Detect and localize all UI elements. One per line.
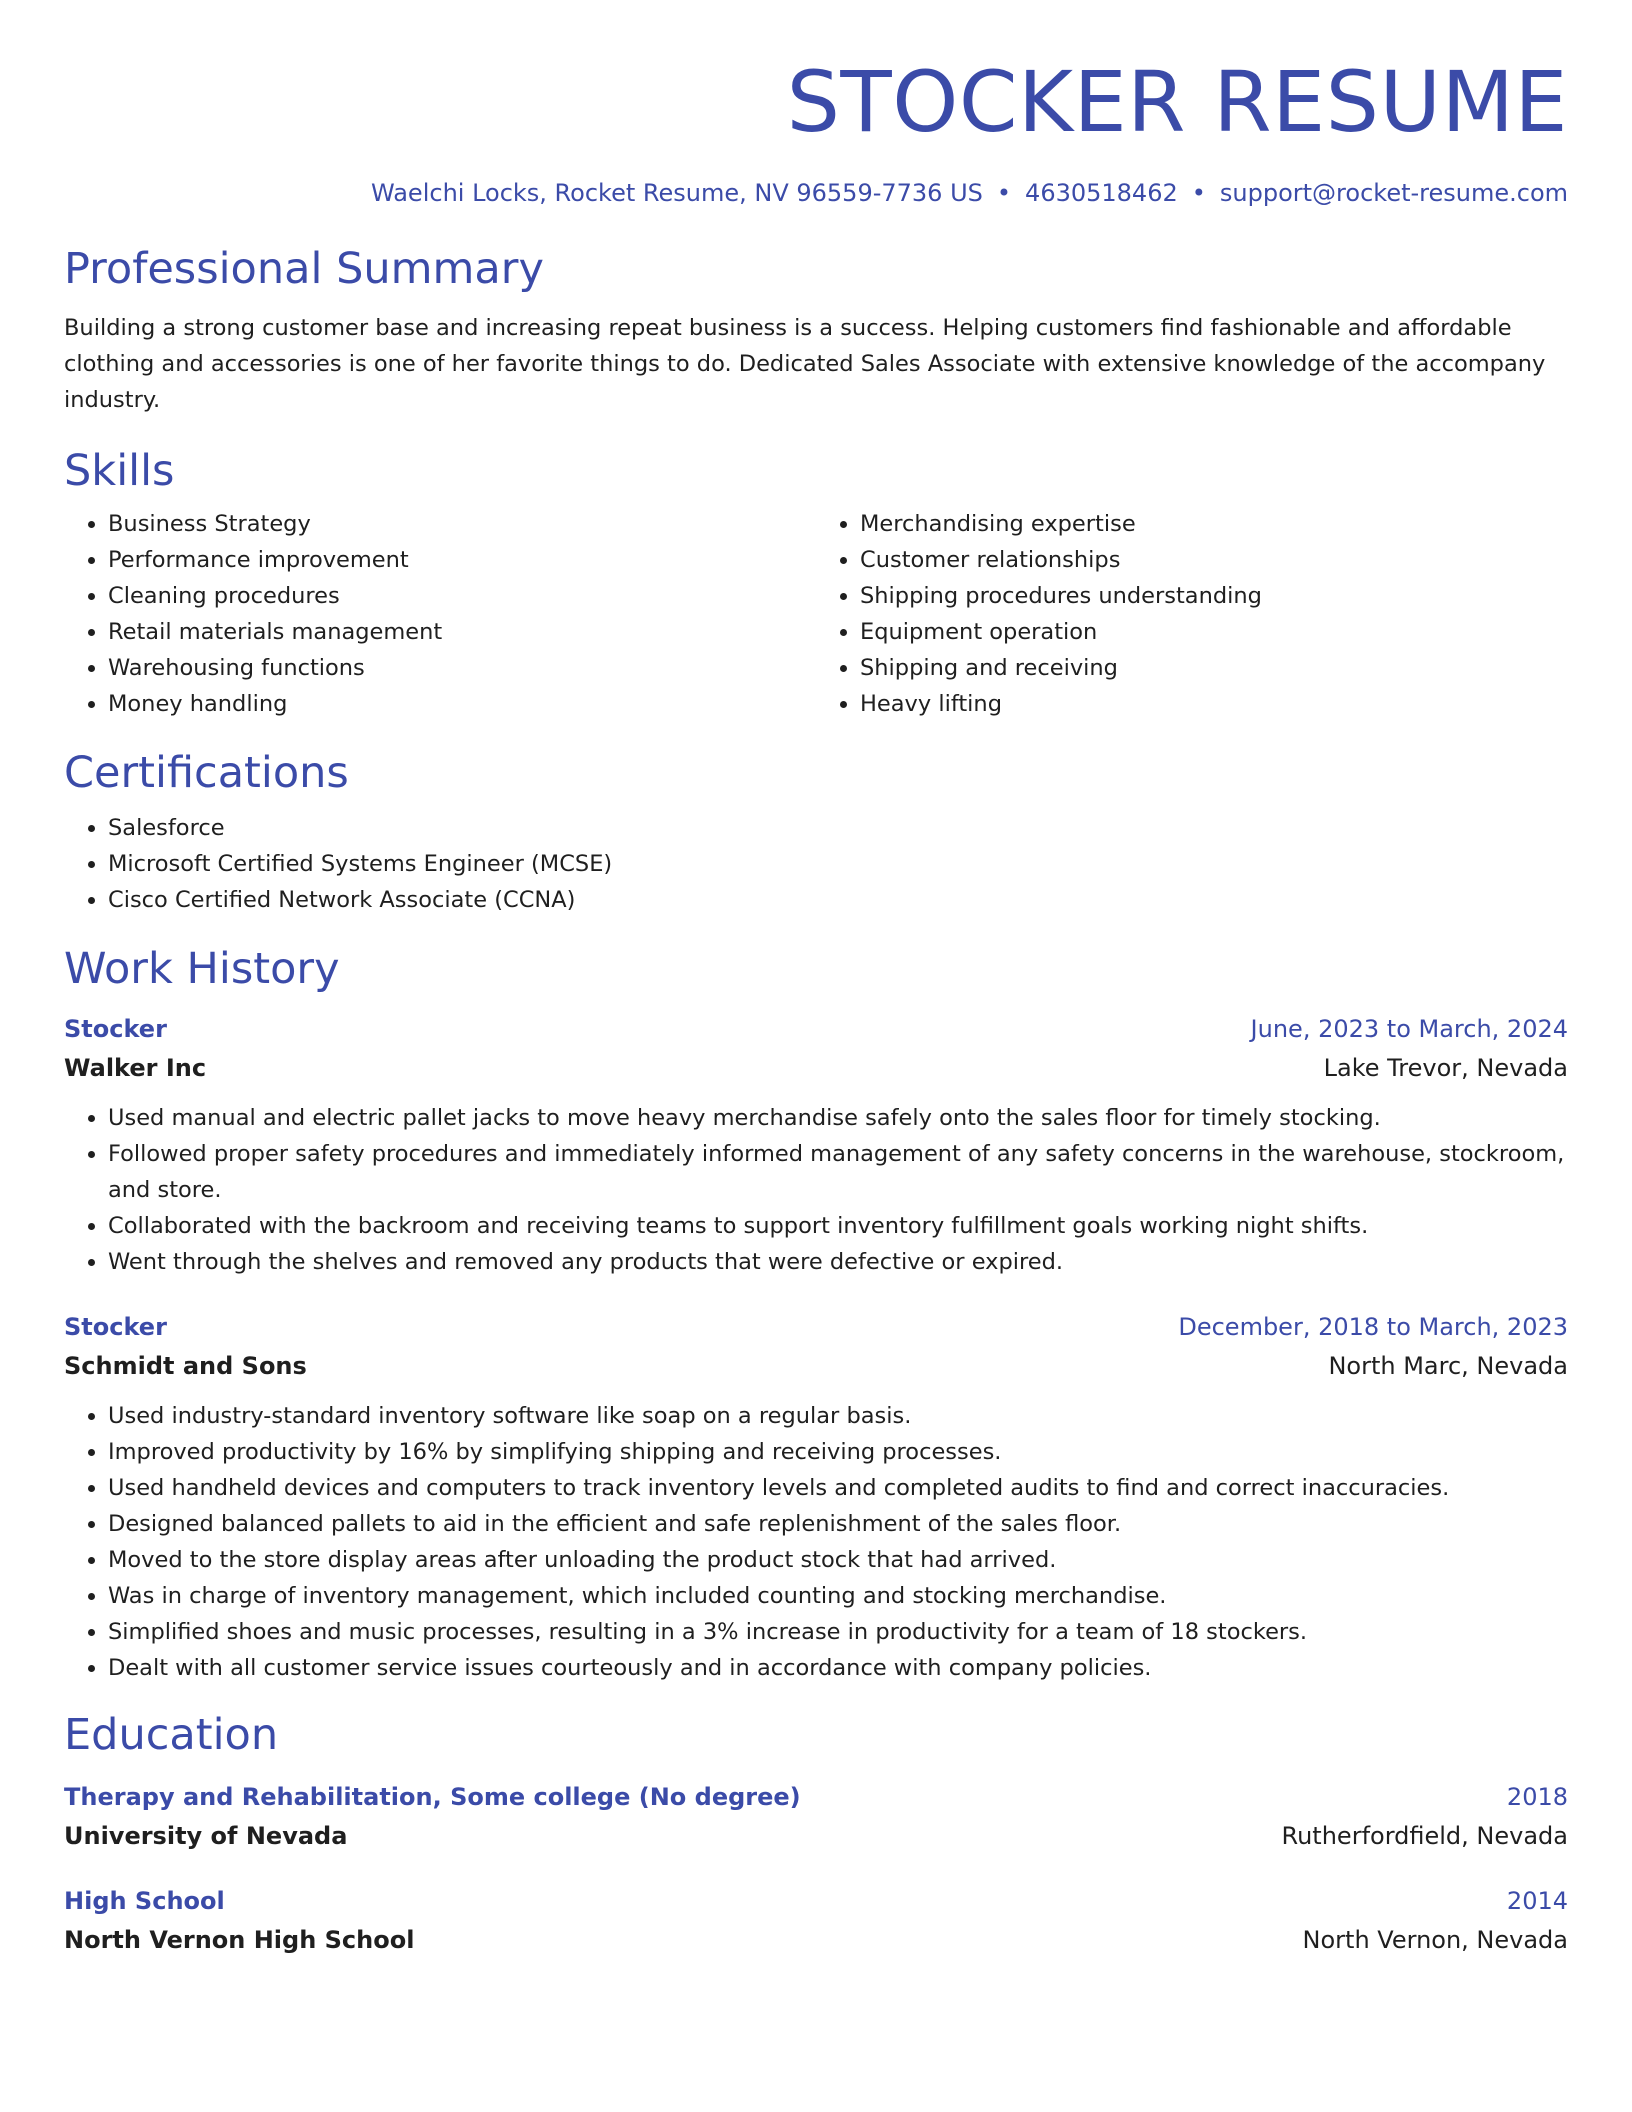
education-location: Rutherfordfield, Nevada <box>1281 1822 1568 1850</box>
education-school: University of Nevada <box>64 1822 348 1850</box>
job-bullet: • Followed proper safety procedures and immediately informed management of any safety concerns in the warehouse, stockroom, and store. <box>108 1136 1568 1208</box>
work-history-heading: Work History <box>64 944 340 994</box>
skill-item: • Heavy lifting <box>860 686 1568 722</box>
skill-item: • Customer relationships <box>860 542 1568 578</box>
job-bullets <box>64 1398 1568 1686</box>
education-heading: Education <box>64 1710 279 1760</box>
education-entry <box>64 1778 1568 1856</box>
summary-text: Building a strong customer base and increasing repeat business is a success. Helping customers find fashionable and affordable clothing and accessories is one of her favorite things to do. Dedicated Sales Associate with extensive knowledge of the accompany industry. <box>64 315 1546 413</box>
contact-line <box>64 178 1568 208</box>
job-bullet: • Was in charge of inventory management, which included counting and stocking merchandise. <box>108 1578 1568 1614</box>
job-bullet: • Used manual and electric pallet jacks to move heavy merchandise safely onto the sales floor for timely stocking. <box>108 1100 1568 1136</box>
job-company: Schmidt and Sons <box>64 1352 307 1380</box>
job-dates: June, 2023 to March, 2024 <box>1250 1015 1568 1043</box>
certifications-list <box>64 810 1568 918</box>
education-entry <box>64 1882 1568 1960</box>
skill-item: • Retail materials management <box>108 614 816 650</box>
job-company: Walker Inc <box>64 1054 207 1082</box>
job-title-row <box>64 1308 1568 1346</box>
job-entry <box>64 1308 1568 1686</box>
education-degree: High School <box>64 1887 225 1915</box>
certification-item: • Cisco Certified Network Associate (CCNA) <box>108 882 1568 918</box>
certifications-heading: Certifications <box>64 748 349 798</box>
education-degree-row <box>64 1778 1568 1816</box>
job-dates: December, 2018 to March, 2023 <box>1178 1313 1568 1341</box>
education-location: North Vernon, Nevada <box>1302 1926 1568 1954</box>
skill-item: • Merchandising expertise <box>860 506 1568 542</box>
skill-item: • Equipment operation <box>860 614 1568 650</box>
job-company-row <box>64 1346 1568 1386</box>
job-bullet: • Went through the shelves and removed any products that were defective or expired. <box>108 1244 1568 1280</box>
job-bullets <box>64 1100 1568 1280</box>
education-school-row <box>64 1920 1568 1960</box>
skill-item: • Business Strategy <box>108 506 816 542</box>
job-bullet: • Designed balanced pallets to aid in the efficient and safe replenishment of the sales floor. <box>108 1506 1568 1542</box>
skills-heading: Skills <box>64 446 175 496</box>
job-location: North Marc, Nevada <box>1328 1352 1568 1380</box>
job-title: Stocker <box>64 1313 167 1341</box>
skills-list-left <box>64 506 816 722</box>
education-year: 2018 <box>1506 1783 1568 1811</box>
education-school: North Vernon High School <box>64 1926 415 1954</box>
job-bullet: • Improved productivity by 16% by simplifying shipping and receiving processes. <box>108 1434 1568 1470</box>
education-degree-row <box>64 1882 1568 1920</box>
job-bullet: • Used industry-standard inventory software like soap on a regular basis. <box>108 1398 1568 1434</box>
job-company-row <box>64 1048 1568 1088</box>
education-year: 2014 <box>1506 1887 1568 1915</box>
resume-title: STOCKER RESUME <box>786 53 1568 151</box>
job-bullet: • Dealt with all customer service issues courteously and in accordance with company policies. <box>108 1650 1568 1686</box>
contact-address: Waelchi Locks, Rocket Resume, NV 96559-7736 US <box>371 179 983 207</box>
certification-item: • Salesforce <box>108 810 1568 846</box>
skill-item: • Shipping procedures understanding <box>860 578 1568 614</box>
contact-email[interactable]: support@rocket-resume.com <box>1219 179 1568 207</box>
job-entry <box>64 1010 1568 1280</box>
job-bullet: • Simplified shoes and music processes, resulting in a 3% increase in productivity for a team of 18 stockers. <box>108 1614 1568 1650</box>
summary-heading: Professional Summary <box>64 244 544 294</box>
job-bullet: • Collaborated with the backroom and receiving teams to support inventory fulfillment goals working night shifts. <box>108 1208 1568 1244</box>
education-school-row <box>64 1816 1568 1856</box>
certification-item: • Microsoft Certified Systems Engineer (MCSE) <box>108 846 1568 882</box>
education-degree: Therapy and Rehabilitation, Some college (No degree) <box>64 1783 801 1811</box>
job-title-row <box>64 1010 1568 1048</box>
skill-item: • Money handling <box>108 686 816 722</box>
skills-list-right <box>816 506 1568 722</box>
skill-item: • Cleaning procedures <box>108 578 816 614</box>
contact-separator: • <box>1191 179 1206 207</box>
contact-separator: • <box>996 179 1012 207</box>
job-bullet: • Moved to the store display areas after unloading the product stock that had arrived. <box>108 1542 1568 1578</box>
skills-grid <box>64 506 1568 722</box>
skill-item: • Shipping and receiving <box>860 650 1568 686</box>
skill-item: • Performance improvement <box>108 542 816 578</box>
resume-header <box>64 0 1568 208</box>
skill-item: • Warehousing functions <box>108 650 816 686</box>
contact-phone: 4630518462 <box>1025 179 1178 207</box>
job-title: Stocker <box>64 1015 167 1043</box>
job-bullet: • Used handheld devices and computers to track inventory levels and completed audits to find and correct inaccuracies. <box>108 1470 1568 1506</box>
job-location: Lake Trevor, Nevada <box>1323 1054 1568 1082</box>
